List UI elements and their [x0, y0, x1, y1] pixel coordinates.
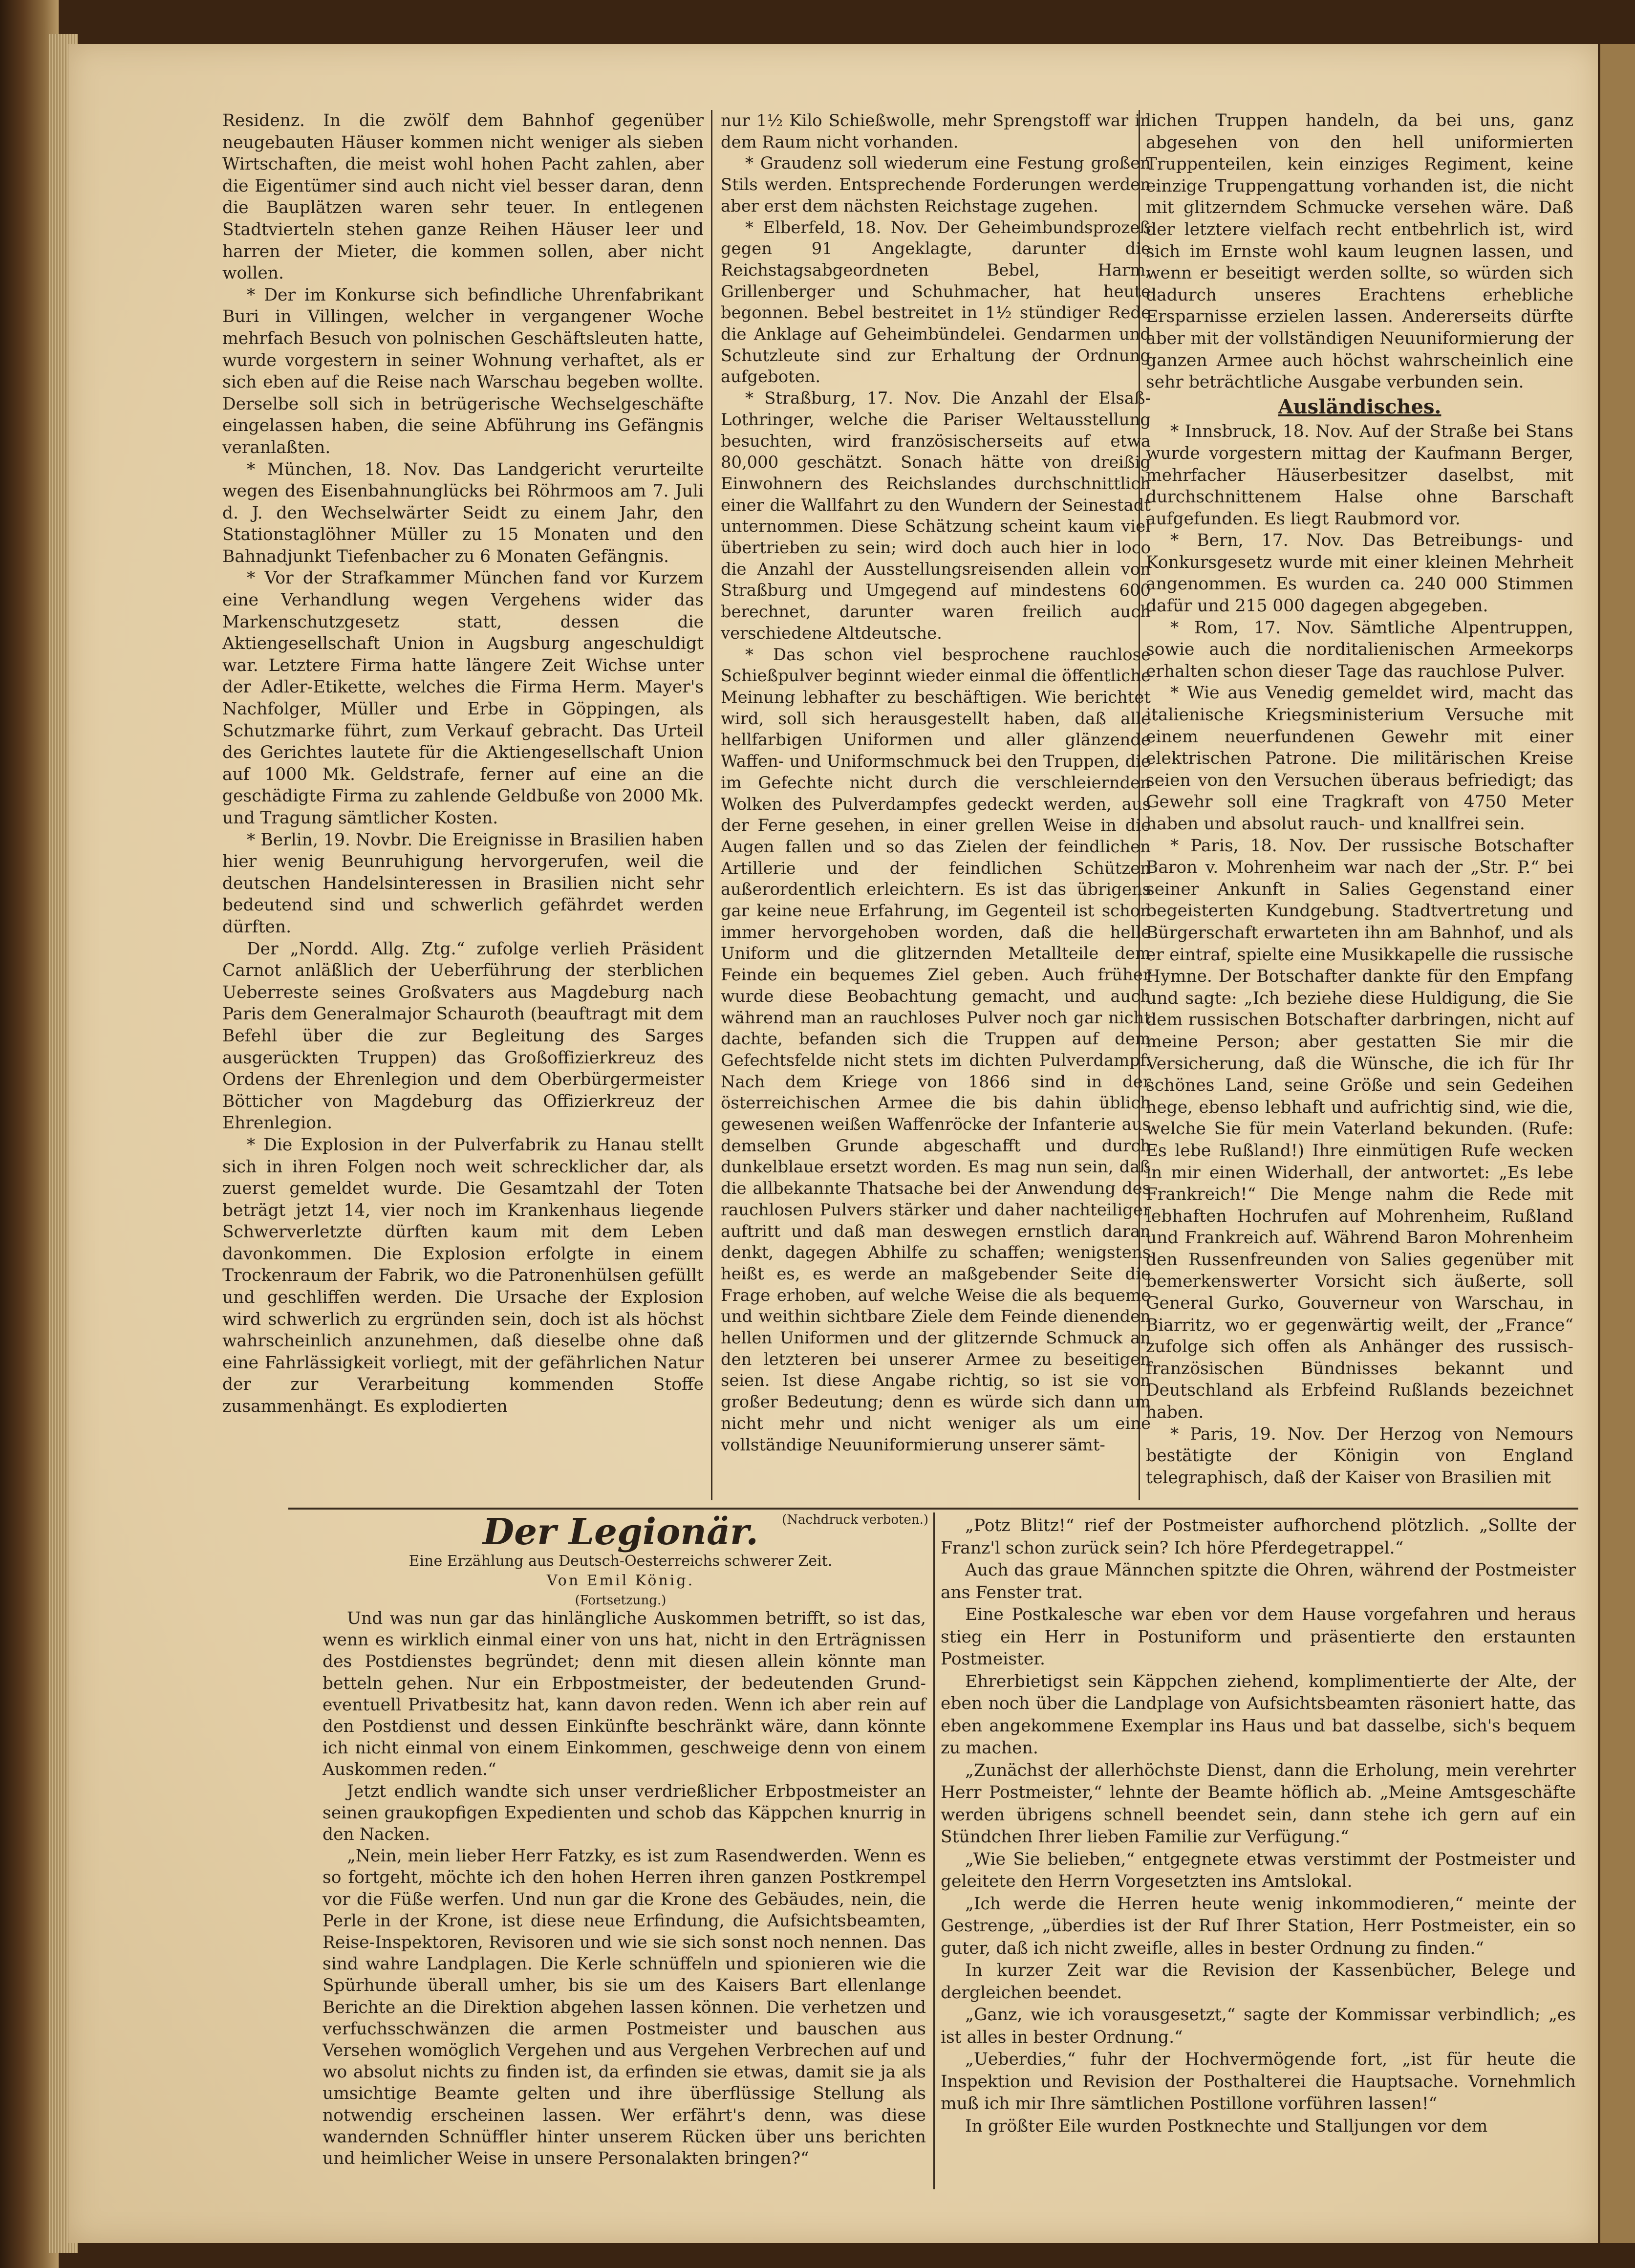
- story-continuation: (Fortsetzung.): [575, 1593, 667, 1608]
- story-subtitle: Eine Erzählung aus Deutsch-Oesterreichs schwerer Zeit.: [409, 1553, 833, 1570]
- story-paragraph: „Nein, mein lieber Herr Fatzky, es ist zum Rasendwerden. Wenn es so fortgeht, möchte ich den hohen Herren ihren ganzen Postkrempel vor die Füße werfen. Und nun gar die Krone des Gebäudes, nein, die Perle in der Krone, ist diese neue Erfindung, die Aufsichtsbeamten, Reise-Inspektoren, Revisoren und wie sie sich sonst noch nennen. Das sind wahre Landplagen. Die Kerle schnüffeln und spionieren wie die Spürhunde überall umher, bis sie um des Kaisers Bart ellenlange Berichte an die Direktion abgehen lassen können. Die verhetzen und verfuchsschwänzen die armen Postmeister und bauschen aus Versehen womöglich Vergehen und aus Vergehen Verbrechen auf und wo absolut nichts zu finden ist, da erfinden sie etwas, damit sie ja als umsichtige Beamte gelten und ihre überflüssige Stellung als notwendig erscheinen lassen. Wer erfährt's denn, was diese wandernden Schnüffler hinter unserem Rücken über uns berichten und heimlicher Weise in unsere Personalakten bringen?“: [323, 1846, 926, 2169]
- story-paragraph: „Ganz, wie ich vorausgesetzt,“ sagte der Kommissar verbindlich; „es ist alles in bester Ordnung.“: [941, 2005, 1576, 2047]
- story-paragraph: In kurzer Zeit war die Revision der Kassenbücher, Belege und dergleichen beendet.: [941, 1961, 1576, 2003]
- news-paragraph: * Das schon viel besprochene rauchlose Schießpulver beginnt wieder einmal die öffentliche Meinung lebhafter zu beschäftigen. Wie berichtet wird, soll sich herausgestellt haben, daß alle hellfarbigen Uniformen und aller glänzende Waffen- und Uniformschmuck bei den Truppen, die im Gefechte nicht durch die verschleiernden Wolken des Pulverdampfes gedeckt werden, aus der Ferne gesehen, in einer grellen Weise in die Augen fallen und so das Zielen der feindlichen Artillerie und der feindlichen Schützen außerordentlich erleichtern. Es ist das übrigens gar keine neue Erfahrung, im Gegenteil ist schon immer hervorgehoben worden, daß die helle Uniform und die glitzernden Metallteile dem Feinde ein bequemes Ziel geben. Auch früher wurde diese Beobachtung gemacht, und auch während man an rauchloses Pulver noch gar nicht dachte, befanden sich die Truppen auf dem Gefechtsfelde nicht stets im dichten Pulverdampf. Nach dem Kriege von 1866 sind in der österreichischen Armee die bis dahin üblich gewesenen weißen Waffenröcke der Infanterie aus demselben Grunde abgeschafft und durch dunkelblaue ersetzt worden. Es mag nun sein, daß die allbekannte Thatsache bei der Anwendung des rauchlosen Pulvers stärker und daher nachteiliger auftritt und daß man deswegen ernstlich daran denkt, dagegen Abhilfe zu schaffen; wenigstens heißt es, es werde an maßgebender Seite die Frage erhoben, auf welche Weise die als bequeme und weithin sichtbare Ziele dem Feinde dienenden hellen Uniformen und der glitzernde Schmuck an den letzteren bei unserer Armee zu beseitigen seien. Ist diese Angabe richtig, so ist sie von großer Bedeutung; denn es würde sich dann um nicht mehr und nicht weniger als um eine vollständige Neuuniformierung unserer sämt-: [721, 645, 1151, 1454]
- news-paragraph: Der „Nordd. Allg. Ztg.“ zufolge verlieh Präsident Carnot anläßlich der Ueberführung der sterblichen Ueberreste seines Großvaters aus Magdeburg nach Paris dem Generalmajor Schauroth (beauftragt mit dem Befehl über die zur Begleitung des Sarges ausgerückten Truppen) das Großoffizierkreuz des Ordens der Ehrenlegion und dem Oberbürgermeister Bötticher von Magdeburg das Offizierkreuz der Ehrenlegion.: [222, 939, 704, 1133]
- news-column-1: [222, 110, 704, 1503]
- news-paragraph: * Bern, 17. Nov. Das Betreibungs- und Konkursgesetz wurde mit einer kleinen Mehrheit angenommen. Es wurden ca. 240 000 Stimmen dafür und 215 000 dagegen abgegeben.: [1146, 531, 1573, 616]
- story-paragraph: „Zunächst der allerhöchste Dienst, dann die Erholung, mein verehrter Herr Postmeister,“ lehnte der Beamte höflich ab. „Meine Amtsgeschäfte werden übrigens schnell beendet sein, dann stehe ich gern auf ein Stündchen Ihrer lieben Familie zur Verfügung.“: [941, 1760, 1576, 1847]
- adjacent-page-edge: [1600, 44, 1635, 2243]
- news-paragraph: * Wie aus Venedig gemeldet wird, macht das italienische Kriegsministerium Versuche mit einem neuerfundenen Gewehr mit einer elektrischen Patrone. Die militärischen Kreise seien von den Versuchen überaus befriedigt; das Gewehr soll eine Tragkraft von 4750 Meter haben und absolut rauch- und knallfrei sein.: [1146, 683, 1573, 834]
- news-paragraph: * Graudenz soll wiederum eine Festung großen Stils werden. Entsprechende Forderungen werden aber erst dem nächsten Reichstage zugehen.: [721, 153, 1151, 216]
- news-paragraph: * Berlin, 19. Novbr. Die Ereignisse in Brasilien haben hier wenig Beunruhigung hervorgerufen, weil die deutschen Handelsinteressen in Brasilien nicht sehr bedeutend sind und schwerlich gefährdet werden dürften.: [222, 830, 704, 937]
- scan-background-bottom: [0, 2243, 1635, 2268]
- story-paragraph: In größter Eile wurden Postknechte und Stalljungen vor dem: [965, 2116, 1488, 2136]
- news-paragraph: Residenz. In die zwölf dem Bahnhof gegenüber neugebauten Häuser kommen nicht weniger als sieben Wirtschaften, die meist wohl hohen Pacht zahlen, aber die Eigentümer sind auch nicht viel besser daran, denn die Bauplätzen waren sehr teuer. In entlegenen Stadtvierteln stehen ganze Reihen Häuser leer und harren der Mieter, die kommen sollen, aber nicht wollen.: [222, 111, 704, 283]
- news-column-3: [1146, 110, 1573, 1503]
- story-paragraph: Auch das graue Männchen spitzte die Ohren, während der Postmeister ans Fenster trat.: [941, 1560, 1576, 1602]
- story-paragraph: Und was nun gar das hinlängliche Auskommen betrifft, so ist das, wenn es wirklich einmal einer von uns hat, nicht in den Erträgnissen des Postdienstes begründet; denn mit diesen allein könnte man betteln gehen. Nur ein Erbpostmeister, der bedeutenden Grund- eventuell Privatbesitz hat, kann davon reden. Wenn ich aber rein auf den Postdienst und dessen Einkünfte beschränkt wäre, dann könnte ich nicht einmal von einem Einkommen, geschweige denn von einem Auskommen reden.“: [323, 1609, 926, 1780]
- reprint-note: (Nachdruck verboten.): [782, 1512, 928, 1527]
- story-title: Der Legionär.: [482, 1511, 759, 1553]
- news-paragraph: * Paris, 18. Nov. Der russische Botschafter Baron v. Mohrenheim war nach der „Str. P.“ bei seiner Ankunft in Salies Gegenstand einer begeisterten Kundgebung. Stadtvertretung und Bürgerschaft erwarteten ihn am Bahnhof, und als er eintraf, spielte eine Musikkapelle die russische Hymne. Der Botschafter dankte für den Empfang und sagte: „Ich beziehe diese Huldigung, die Sie dem russischen Botschafter darbringen, nicht auf meine Person; aber gestatten Sie mir die Versicherung, daß die Wünsche, die ich für Ihr schönes Land, seine Größe und sein Gedeihen hege, ebenso lebhaft und aufrichtig sind, wie die, welche Sie für mein Vaterland bekunden. (Rufe: Es lebe Rußland!) Ihre einmütigen Rufe wecken in mir einen Widerhall, der antwortet: „Es lebe Frankreich!“ Die Menge nahm die Rede mit lebhaften Hochrufen auf Mohrenheim, Rußland und Frankreich auf. Während Baron Mohrenheim den Russenfreunden von Salies gegenüber mit bemerkenswerter Vorsicht sich äußerte, soll General Gurko, Gouverneur von Warschau, in Biarritz, wo er gegenwärtig weilt, der „France“ zufolge sich offen als Anhänger des russisch-französischen Bündnisses bekannt und Deutschland als Erbfeind Rußlands bezeichnet haben.: [1146, 836, 1573, 1423]
- story-paragraph: „Ich werde die Herren heute wenig inkommodieren,“ meinte der Gestrenge, „überdies ist der Ruf Ihrer Station, Herr Postmeister, ein so guter, daß ich nicht zweifle, alles in bester Ordnung zu finden.“: [941, 1894, 1576, 1958]
- story-paragraph: Jetzt endlich wandte sich unser verdrießlicher Erbpostmeister an seinen graukopfigen Expedienten und schob das Käppchen knurrig in den Nacken.: [323, 1781, 926, 1845]
- news-paragraph: * Straßburg, 17. Nov. Die Anzahl der Elsaß-Lothringer, welche die Pariser Weltausstellung besuchten, wird französischerseits auf etwa 80,000 geschätzt. Sonach hätte von dreißig Einwohnern des Reichslandes durchschnittlich einer die Wallfahrt zu den Wundern der Seinestadt unternommen. Diese Schätzung scheint kaum viel übertrieben zu sein; wird doch auch hier in loco die Anzahl der Ausstellungsreisenden allein von Straßburg und Umgegend auf mindestens 600 berechnet, darunter waren freilich auch verschiedene Altdeutsche.: [721, 389, 1151, 643]
- story-author: Von Emil König.: [546, 1572, 695, 1589]
- story-column-right: [941, 1515, 1576, 2138]
- news-paragraph: * Innsbruck, 18. Nov. Auf der Straße bei Stans wurde vorgestern mittag der Kaufmann Berger, mehrfacher Häuserbesitzer daselbst, mit durchschnittenem Halse ohne Barschaft aufgefunden. Es liegt Raubmord vor.: [1146, 422, 1573, 529]
- news-paragraph: * Elberfeld, 18. Nov. Der Geheimbundsprozeß gegen 91 Angeklagte, darunter die Reichstagsabgeordneten Bebel, Harm, Grillenberger und Schuhmacher, hat heute begonnen. Bebel bestreitet in 1½ stündiger Rede die Anklage auf Geheimbündelei. Gendarmen und Schutzleute sind zur Erhaltung der Ordnung aufgeboten.: [721, 217, 1151, 387]
- story-paragraph: „Ueberdies,“ fuhr der Hochvermögende fort, „ist für heute die Inspektion und Revision der Posthalterei die Hauptsache. Vornehmlich muß ich mir Ihre sämtlichen Postillone vorführen lassen!“: [941, 2050, 1576, 2114]
- story-paragraph: Eine Postkalesche war eben vor dem Hause vorgefahren und heraus stieg ein Herr in Postuniform und präsentierte den erstaunten Postmeister.: [941, 1605, 1576, 1669]
- news-paragraph: * Vor der Strafkammer München fand vor Kurzem eine Verhandlung wegen Vergehens wider das Markenschutzgesetz statt, dessen die Aktiengesellschaft Union in Augsburg angeschuldigt war. Letztere Firma hatte längere Zeit Wichse unter der Adler-Etikette, welches die Firma Herm. Mayer's Nachfolger, Müller und Erbe in Göppingen, als Schutzmarke führt, zum Verkauf gebracht. Das Urteil des Gerichtes lautete für die Aktiengesellschaft Union auf 1000 Mk. Geldstrafe, ferner auf eine an die geschädigte Firma zu zahlende Geldbuße von 2000 Mk. und Tragung sämtlicher Kosten.: [222, 568, 704, 828]
- news-paragraph: * Der im Konkurse sich befindliche Uhrenfabrikant Buri in Villingen, welcher in vergangener Woche mehrfach Besuch von polnischen Geschäftsleuten hatte, wurde vorgestern in seiner Wohnung verhaftet, als er sich eben auf die Reise nach Warschau begeben wollte. Derselbe soll sich in betrügerische Wechselgeschäfte eingelassen haben, die seine Abführung ins Gefängnis veranlaßten.: [222, 285, 704, 457]
- news-paragraph: * Die Explosion in der Pulverfabrik zu Hanau stellt sich in ihren Folgen noch weit schrecklicher dar, als zuerst gemeldet wurde. Die Gesamtzahl der Toten beträgt jetzt 14, vier noch im Krankenhaus liegende Schwerverletzte dürften kaum mit dem Leben davonkommen. Die Explosion erfolgte in einem Trockenraum der Fabrik, wo die Patronenhülsen gefüllt und geschliffen werden. Die Ursache der Explosion wird schwerlich zu ergründen sein, doch ist als höchst wahrscheinlich anzunehmen, daß dieselbe ohne daß eine Fahrlässigkeit vorliegt, mit der gefährlichen Natur der zur Verarbeitung kommenden Stoffe zusammenhängt. Es explodierten: [222, 1135, 704, 1417]
- news-paragraph: * München, 18. Nov. Das Landgericht verurteilte wegen des Eisenbahnunglücks bei Röhrmoos am 7. Juli d. J. den Wechselwärter Seidt zu einem Jahr, den Stationstaglöhner Müller zu 15 Monaten und den Bahnadjunkt Tiefenbacher zu 6 Monaten Gefängnis.: [222, 459, 704, 566]
- news-paragraph: nur 1½ Kilo Schießwolle, mehr Sprengstoff war in dem Raum nicht vorhanden.: [721, 111, 1151, 151]
- news-paragraph: * Rom, 17. Nov. Sämtliche Alpentruppen, sowie auch die norditalienischen Armeekorps erhalten schon dieser Tage das rauchlose Pulver.: [1146, 618, 1573, 681]
- story-column-divider: [933, 1512, 935, 2189]
- news-column-2: [721, 110, 1151, 1503]
- story-column-left: [323, 1608, 926, 2169]
- story-paragraph: „Wie Sie belieben,“ entgegnete etwas verstimmt der Postmeister und geleitete den Herrn Vorgesetzten ins Amtslokal.: [941, 1849, 1576, 1891]
- section-divider-rule: [288, 1508, 1578, 1510]
- story-header: [313, 1512, 928, 1610]
- story-paragraph: „Potz Blitz!“ rief der Postmeister aufhorchend plötzlich. „Sollte der Franz'l schon zurück sein? Ich höre Pferdegetrappel.“: [941, 1516, 1576, 1558]
- scan-background-top: [0, 0, 1635, 44]
- news-paragraph: * Paris, 19. Nov. Der Herzog von Nemours bestätigte der Königin von England telegraphisch, daß der Kaiser von Brasilien mit: [1146, 1424, 1573, 1488]
- story-paragraph: Ehrerbietigst sein Käppchen ziehend, komplimentierte der Alte, der eben noch über die Landplage von Aufsichtsbeamten räsoniert hatte, das eben angekommene Exemplar ins Haus und bat dasselbe, sich's bequem zu machen.: [941, 1671, 1576, 1758]
- news-paragraph: lichen Truppen handeln, da bei uns, ganz abgesehen von den hell uniformierten Truppenteilen, kein einziges Regiment, keine einzige Truppengattung vorhanden ist, die nicht mit glitzerndem Schmucke versehen wäre. Daß der letztere vielfach recht entbehrlich ist, wird sich im Ernste wohl kaum leugnen lassen, und wenn er beseitigt werden sollte, so würden sich dadurch unseres Erachtens erhebliche Ersparnisse erzielen lassen. Andererseits dürfte aber mit der vollständigen Neuuniformierung der ganzen Armee auch höchst wahrscheinlich eine sehr beträchtliche Ausgabe verbunden sein.: [1146, 111, 1573, 392]
- column-divider-1: [711, 110, 712, 1500]
- section-heading: Ausländisches.: [1278, 395, 1441, 418]
